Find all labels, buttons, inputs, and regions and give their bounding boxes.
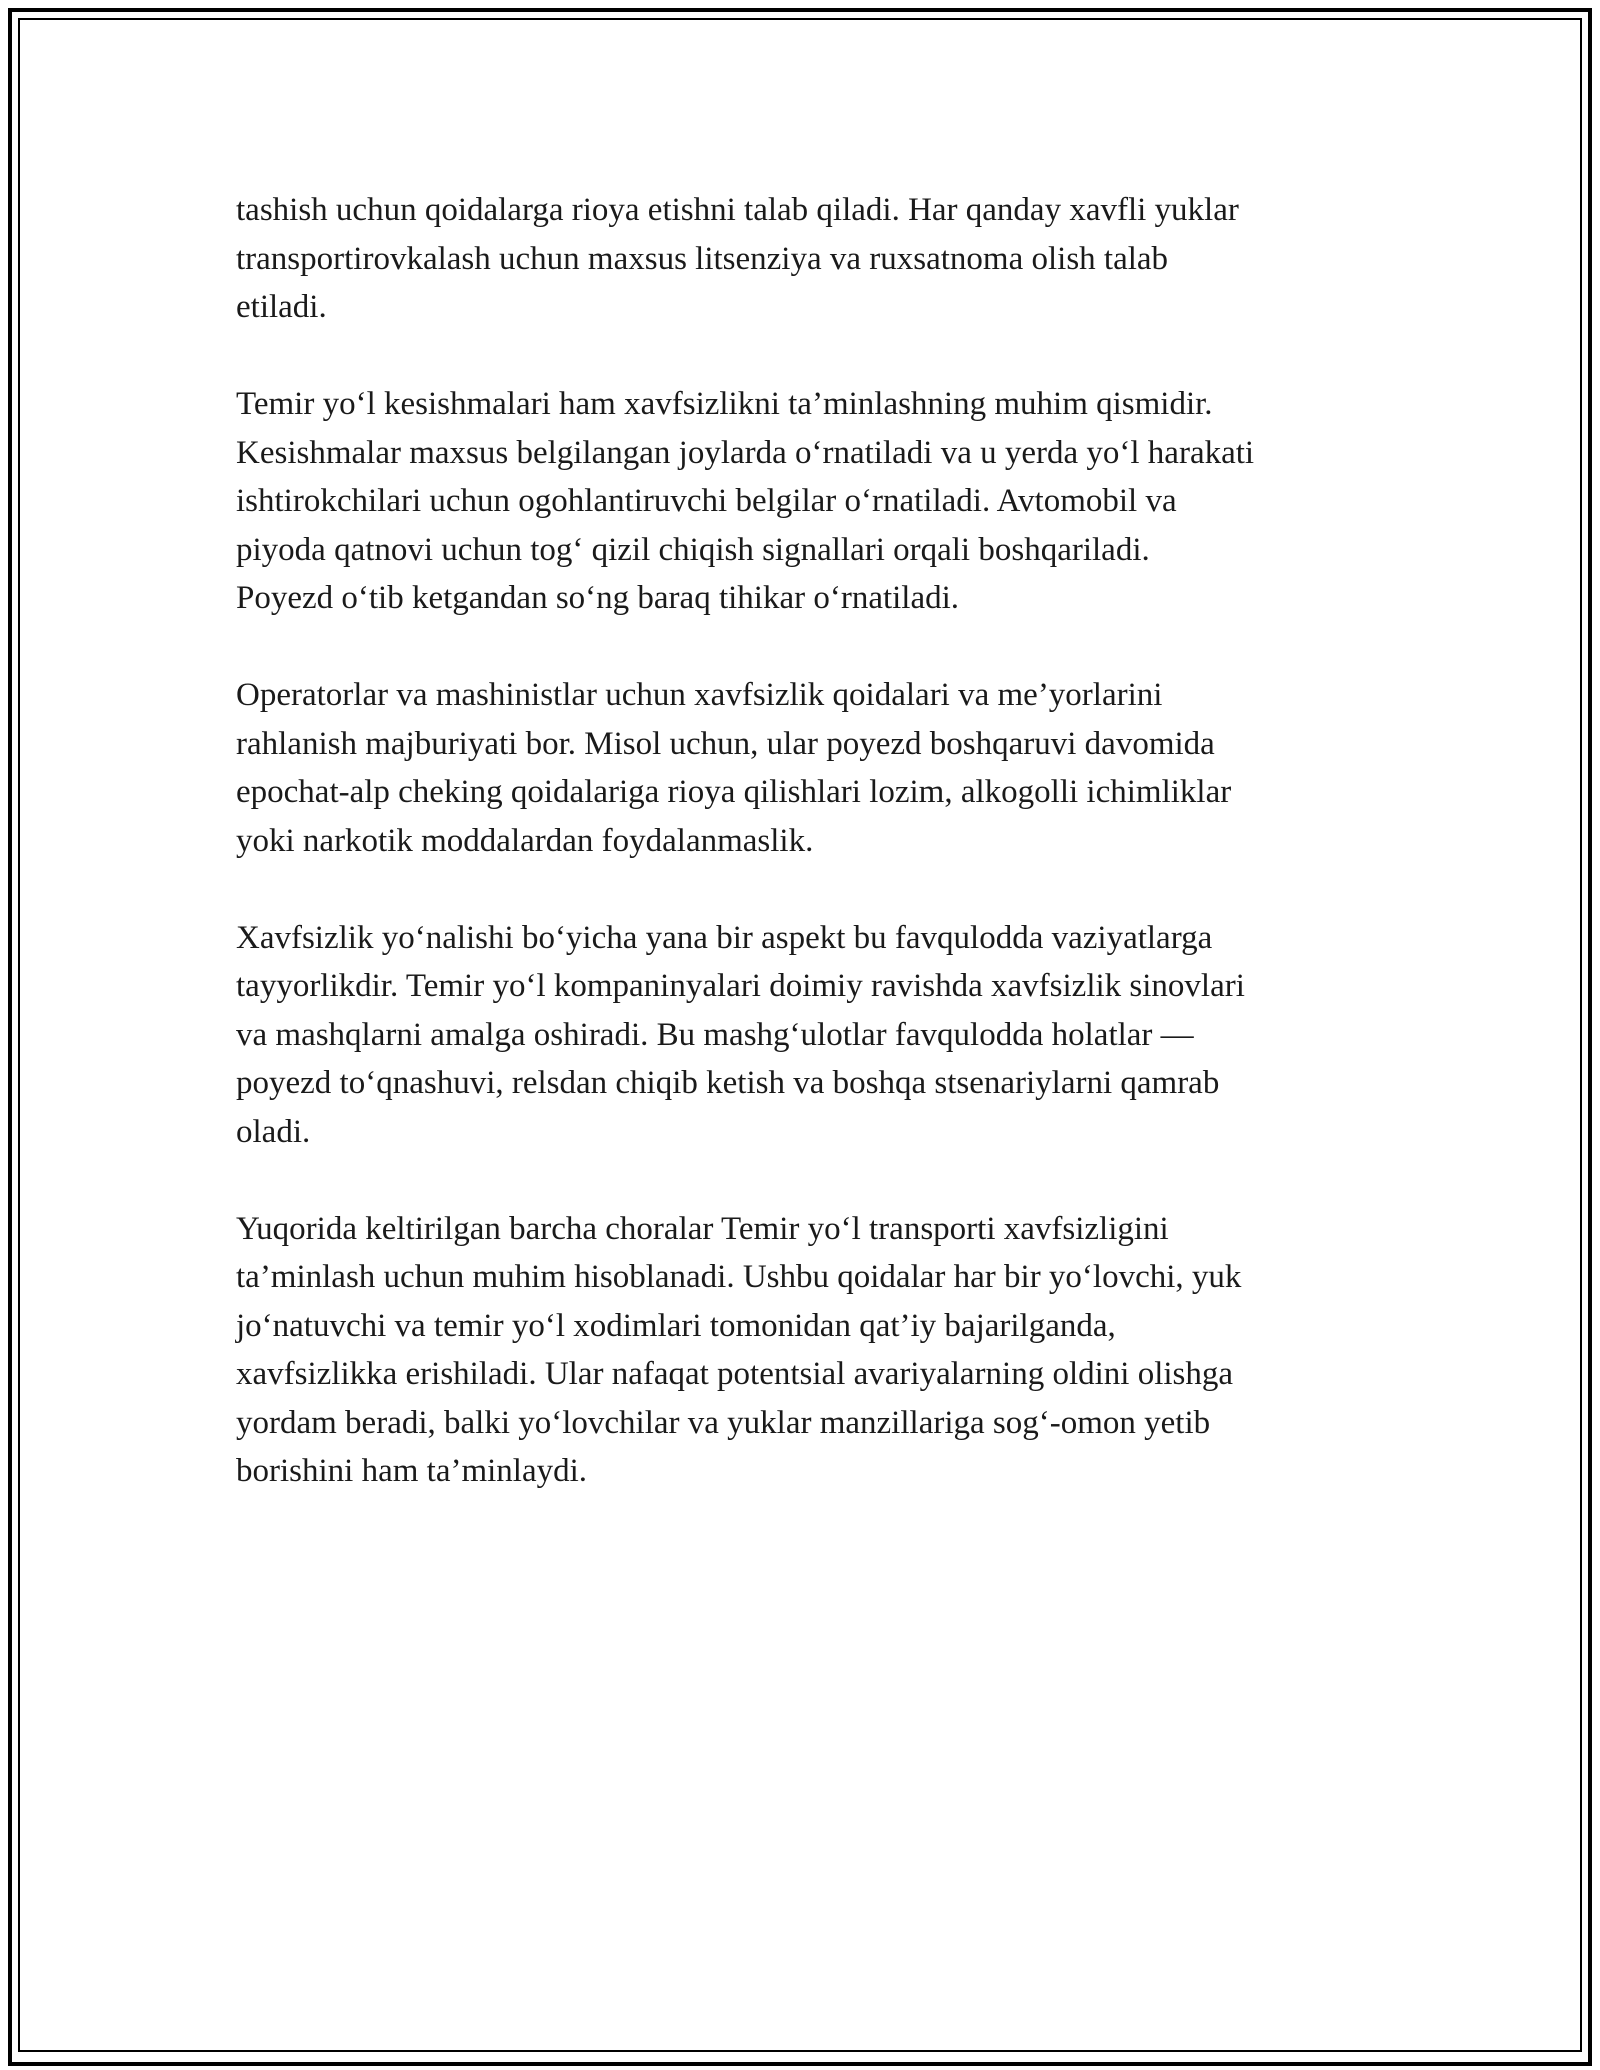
- text-line: Operatorlar va mashinistlar uchun xavfsizlik qoidalari va me’yorlarini: [236, 677, 1163, 713]
- text-line: jo‘natuvchi va temir yo‘l xodimlari tomonidan qat’iy bajarilganda,: [236, 1307, 1116, 1344]
- paragraph-5: [236, 1205, 1376, 1496]
- text-line: transportirovkalash uchun maxsus litsenziya va ruxsatnoma olish talab: [236, 240, 1169, 277]
- text-line: oladi.: [236, 1113, 311, 1150]
- text-line: yordam beradi, balki yo‘lovchilar va yuklar manzillariga sog‘-omon yetib: [236, 1404, 1211, 1441]
- text-line: tayyorlikdir. Temir yo‘l kompaninyalari doimiy ravishda xavfsizlik sinovlari: [236, 968, 1245, 1004]
- text-line: tashish uchun qoidalarga rioya etishni talab qiladi. Har qanday xavfli yuklar: [236, 192, 1239, 228]
- paragraph-2: [236, 380, 1376, 623]
- paragraph-1: [236, 186, 1376, 332]
- text-line: ishtirokchilari uchun ogohlantiruvchi belgilar o‘rnatiladi. Avtomobil va: [236, 483, 1177, 519]
- text-line: borishini ham ta’minlaydi.: [236, 1453, 588, 1489]
- text-line: Temir yo‘l kesishmalari ham xavfsizlikni ta’minlashning muhim qismidir.: [236, 386, 1213, 422]
- text-line: Yuqorida keltirilgan barcha choralar Temir yo‘l transporti xavfsizligini: [236, 1210, 1169, 1247]
- text-line: Poyezd o‘tib ketgandan so‘ng baraq tihikar o‘rnatiladi.: [236, 580, 960, 616]
- text-line: xavfsizlikka erishiladi. Ular nafaqat potentsial avariyalarning oldini olishga: [236, 1356, 1234, 1392]
- text-line: Xavfsizlik yo‘nalishi bo‘yicha yana bir aspekt bu favqulodda vaziyatlarga: [236, 919, 1213, 956]
- text-line: va mashqlarni amalga oshiradi. Bu mashg‘ulotlar favqulodda holatlar —: [236, 1016, 1194, 1053]
- text-line: piyoda qatnovi uchun tog‘ qizil chiqish signallari orqali boshqariladi.: [236, 531, 1150, 568]
- text-line: poyezd to‘qnashuvi, relsdan chiqib ketish va boshqa stsenariylarni qamrab: [236, 1065, 1220, 1101]
- text-line: etiladi.: [236, 289, 327, 325]
- text-line: epochat-alp cheking qoidalariga rioya qilishlari lozim, alkogolli ichimliklar: [236, 774, 1232, 810]
- text-line: rahlanish majburiyati bor. Misol uchun, ular poyezd boshqaruvi davomida: [236, 725, 1215, 762]
- text-line: ta’minlash uchun muhim hisoblanadi. Ushbu qoidalar har bir yo‘lovchi, yuk: [236, 1259, 1242, 1295]
- text-line: Kesishmalar maxsus belgilangan joylarda o‘rnatiladi va u yerda yo‘l harakati: [236, 434, 1255, 471]
- text-line: yoki narkotik moddalardan foydalanmaslik.: [236, 822, 814, 859]
- document-body: [236, 186, 1376, 1544]
- paragraph-4: [236, 914, 1376, 1157]
- paragraph-3: [236, 671, 1376, 865]
